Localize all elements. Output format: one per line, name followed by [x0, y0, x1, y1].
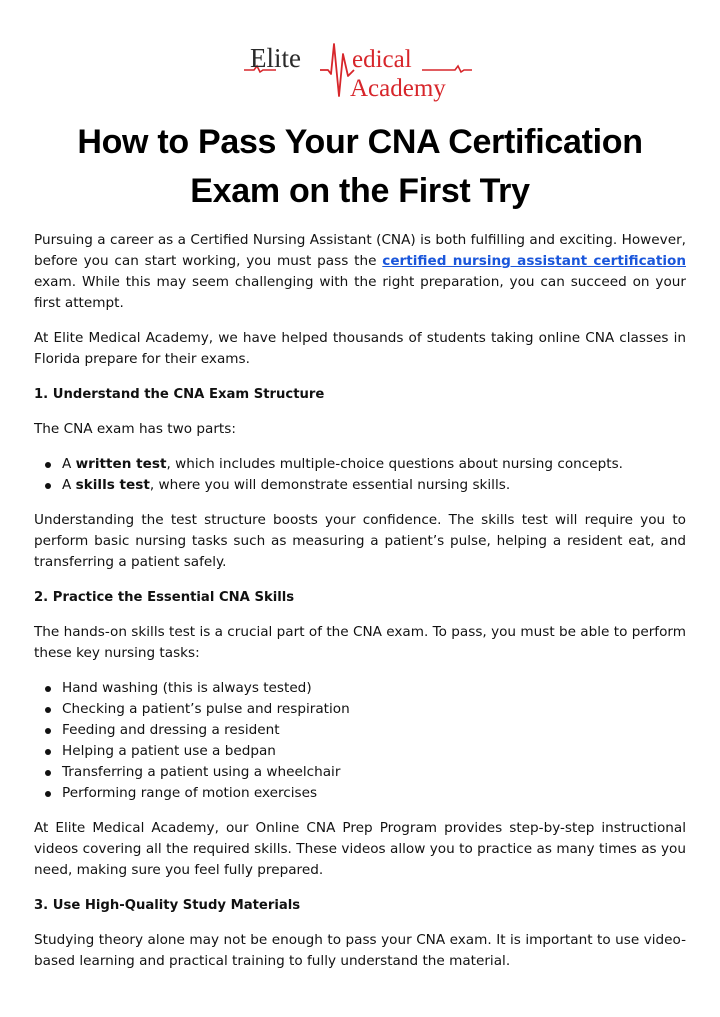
section-1-paragraph: Understanding the test structure boosts your confidence. The skills test will require you to perform basic nursing tasks such as measuring a patient’s pulse, helping a resident eat, and transferring a patient safely. — [34, 512, 686, 570]
section-2-heading: 2. Practice the Essential CNA Skills — [34, 590, 295, 605]
certification-link[interactable]: certified nursing assistant certification — [382, 253, 686, 269]
elite-medical-academy-logo — [240, 38, 480, 104]
title-line-2: Exam on the First Try — [190, 172, 530, 210]
article-body — [34, 230, 686, 972]
intro-paragraph-2: At Elite Medical Academy, we have helped thousands of students taking online CNA classes in Florida prepare for their exams. — [34, 330, 686, 367]
section-3-lead: Studying theory alone may not be enough to pass your CNA exam. It is important to use video-based learning and practical training to fully understand the material. — [34, 932, 686, 969]
logo-text-elite: Elite — [250, 43, 301, 73]
list-item: Feeding and dressing a resident — [44, 720, 686, 741]
section-3-heading: 3. Use High-Quality Study Materials — [34, 898, 301, 913]
page-title — [0, 118, 720, 216]
skills-list — [34, 678, 686, 804]
list-item: Performing range of motion exercises — [44, 783, 686, 804]
list-item: A written test, which includes multiple-choice questions about nursing concepts. — [44, 454, 686, 475]
list-item: Checking a patient’s pulse and respiration — [44, 699, 686, 720]
logo — [0, 38, 720, 104]
logo-text-academy: Academy — [350, 75, 446, 102]
section-2-lead: The hands-on skills test is a crucial part of the CNA exam. To pass, you must be able to perform these key nursing tasks: — [34, 624, 686, 661]
section-1-heading: 1. Understand the CNA Exam Structure — [34, 387, 325, 402]
list-item: Transferring a patient using a wheelchair — [44, 762, 686, 783]
logo-pulse-right — [422, 66, 472, 72]
list-item: Hand washing (this is always tested) — [44, 678, 686, 699]
section-1-lead: The CNA exam has two parts: — [34, 421, 236, 437]
exam-parts-list — [34, 454, 686, 496]
list-item: A skills test, where you will demonstrate essential nursing skills. — [44, 475, 686, 496]
section-2-paragraph: At Elite Medical Academy, our Online CNA Prep Program provides step-by-step instructional videos covering all the required skills. These videos allow you to practice as many times as you need, making sure you feel fully prepared. — [34, 820, 686, 878]
list-item: Helping a patient use a bedpan — [44, 741, 686, 762]
title-line-1: How to Pass Your CNA Certification — [77, 123, 643, 161]
intro-paragraph: Pursuing a career as a Certified Nursing Assistant (CNA) is both fulfilling and exciting. However, before you can start working, you must pass the certified nursing assistant certification exam. While this may seem challenging with the right preparation, you can succeed on your first attempt. — [34, 232, 686, 311]
logo-pulse-m — [320, 44, 354, 96]
logo-text-medical: edical — [352, 46, 412, 73]
